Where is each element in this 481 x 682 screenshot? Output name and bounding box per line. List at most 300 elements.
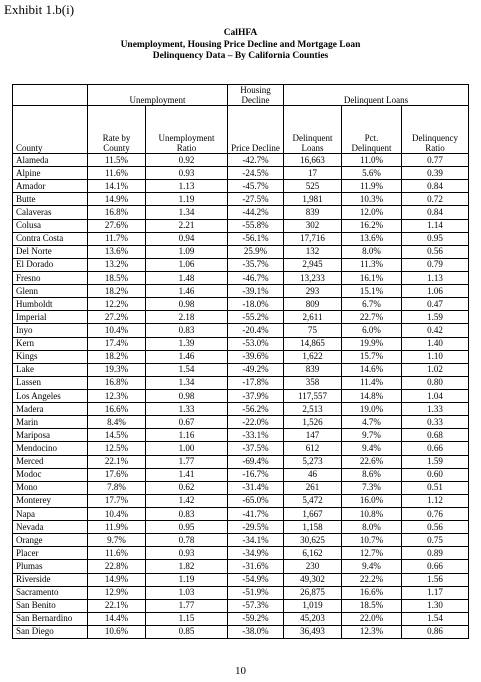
delinquency-ratio-cell: 0.75: [402, 534, 469, 547]
delinquency-ratio-cell: 1.06: [402, 285, 469, 298]
rate-by-county-cell: 12.9%: [88, 586, 146, 599]
rate-by-county-cell: 11.7%: [88, 232, 146, 245]
county-cell: Mendocino: [13, 442, 88, 455]
county-cell: Madera: [13, 403, 88, 416]
county-cell: Lassen: [13, 376, 88, 389]
unemployment-ratio-cell: 1.09: [146, 245, 228, 258]
unemployment-ratio-cell: 1.46: [146, 350, 228, 363]
unemployment-ratio-cell: 0.78: [146, 534, 228, 547]
county-cell: San Benito: [13, 599, 88, 612]
blank-header-cell: [13, 85, 88, 106]
county-cell: Sacramento: [13, 586, 88, 599]
county-cell: Imperial: [13, 311, 88, 324]
price-decline-cell: -56.2%: [228, 403, 284, 416]
price-decline-cell: -57.3%: [228, 599, 284, 612]
delinquent-loans-cell: 1,526: [284, 416, 342, 429]
unemployment-ratio-cell: 0.83: [146, 507, 228, 520]
rate-by-county-cell: 27.6%: [88, 219, 146, 232]
column-header-price-decline: Price Decline: [228, 106, 284, 154]
delinquency-ratio-cell: 0.39: [402, 167, 469, 180]
rate-by-county-cell: 16.8%: [88, 206, 146, 219]
county-cell: Placer: [13, 547, 88, 560]
table-row: [13, 350, 469, 363]
delinquent-loans-cell: 46: [284, 468, 342, 481]
delinquent-loans-cell: 293: [284, 285, 342, 298]
price-decline-cell: -39.1%: [228, 285, 284, 298]
unemployment-ratio-cell: 1.33: [146, 403, 228, 416]
unemployment-ratio-cell: 1.41: [146, 468, 228, 481]
price-decline-cell: -56.1%: [228, 232, 284, 245]
price-decline-cell: -29.5%: [228, 521, 284, 534]
price-decline-cell: -46.7%: [228, 271, 284, 284]
table-row: [13, 403, 469, 416]
table-row: [13, 625, 469, 638]
delinquency-ratio-cell: 1.04: [402, 389, 469, 402]
delinquency-ratio-cell: 0.89: [402, 547, 469, 560]
price-decline-cell: -20.4%: [228, 324, 284, 337]
pct-delinquent-cell: 16.1%: [342, 271, 402, 284]
delinquency-ratio-cell: 0.56: [402, 521, 469, 534]
table-row: [13, 612, 469, 625]
delinquent-loans-cell: 13,233: [284, 271, 342, 284]
table-row: [13, 416, 469, 429]
pct-delinquent-cell: 9.4%: [342, 442, 402, 455]
title-line-subject: Unemployment, Housing Price Decline and Mortgage Loan: [120, 39, 361, 50]
price-decline-cell: -17.8%: [228, 376, 284, 389]
unemployment-group-header: Unemployment: [88, 85, 228, 106]
column-header-rate-by-county: Rate by County: [88, 106, 146, 154]
county-cell: San Bernardino: [13, 612, 88, 625]
table-row: [13, 219, 469, 232]
delinquent-loans-cell: 1,622: [284, 350, 342, 363]
pct-delinquent-cell: 7.3%: [342, 481, 402, 494]
pct-delinquent-cell: 8.0%: [342, 245, 402, 258]
unemployment-ratio-cell: 1.54: [146, 363, 228, 376]
unemployment-ratio-cell: 0.85: [146, 625, 228, 638]
delinquent-loans-cell: 117,557: [284, 389, 342, 402]
price-decline-cell: -55.8%: [228, 219, 284, 232]
price-decline-cell: -16.7%: [228, 468, 284, 481]
price-decline-cell: -18.0%: [228, 298, 284, 311]
table-row: [13, 455, 469, 468]
pct-delinquent-cell: 11.4%: [342, 376, 402, 389]
title-line-organization: CalHFA: [223, 28, 258, 38]
rate-by-county-cell: 16.8%: [88, 376, 146, 389]
county-data-table: [12, 84, 469, 639]
price-decline-cell: -54.9%: [228, 573, 284, 586]
pct-delinquent-cell: 4.7%: [342, 416, 402, 429]
delinquent-loans-cell: 1,019: [284, 599, 342, 612]
delinquency-ratio-cell: 0.56: [402, 245, 469, 258]
exhibit-label: Exhibit 1.b(i): [4, 2, 75, 17]
rate-by-county-cell: 22.8%: [88, 560, 146, 573]
price-decline-cell: -22.0%: [228, 416, 284, 429]
price-decline-cell: -55.2%: [228, 311, 284, 324]
delinquency-ratio-cell: 0.33: [402, 416, 469, 429]
table-row: [13, 180, 469, 193]
county-cell: Lake: [13, 363, 88, 376]
unemployment-ratio-cell: 1.15: [146, 612, 228, 625]
rate-by-county-cell: 11.6%: [88, 167, 146, 180]
county-cell: Mariposa: [13, 429, 88, 442]
unemployment-ratio-cell: 1.42: [146, 494, 228, 507]
county-cell: Calaveras: [13, 206, 88, 219]
county-cell: San Diego: [13, 625, 88, 638]
unemployment-ratio-cell: 0.92: [146, 154, 228, 167]
delinquent-loans-cell: 1,981: [284, 193, 342, 206]
pct-delinquent-cell: 9.7%: [342, 429, 402, 442]
delinquency-ratio-cell: 0.84: [402, 180, 469, 193]
unemployment-ratio-cell: 0.94: [146, 232, 228, 245]
table-row: [13, 232, 469, 245]
county-cell: El Dorado: [13, 258, 88, 271]
county-cell: Colusa: [13, 219, 88, 232]
table-row: [13, 547, 469, 560]
price-decline-cell: -34.9%: [228, 547, 284, 560]
price-decline-cell: -38.0%: [228, 625, 284, 638]
pct-delinquent-cell: 14.8%: [342, 389, 402, 402]
table-row: [13, 206, 469, 219]
delinquency-ratio-cell: 1.14: [402, 219, 469, 232]
delinquency-ratio-cell: 1.10: [402, 350, 469, 363]
pct-delinquent-cell: 10.7%: [342, 534, 402, 547]
county-cell: Merced: [13, 455, 88, 468]
rate-by-county-cell: 7.8%: [88, 481, 146, 494]
county-cell: Plumas: [13, 560, 88, 573]
unemployment-ratio-cell: 0.62: [146, 481, 228, 494]
delinquency-ratio-cell: 1.59: [402, 455, 469, 468]
table-body: [13, 154, 469, 639]
county-cell: Napa: [13, 507, 88, 520]
pct-delinquent-cell: 6.7%: [342, 298, 402, 311]
delinquency-ratio-cell: 1.59: [402, 311, 469, 324]
delinquency-ratio-cell: 1.54: [402, 612, 469, 625]
delinquent-loans-cell: 2,945: [284, 258, 342, 271]
unemployment-ratio-cell: 0.98: [146, 389, 228, 402]
county-cell: Los Angeles: [13, 389, 88, 402]
title-line-scope: Delinquency Data – By California Counties: [152, 51, 329, 61]
unemployment-ratio-cell: 2.21: [146, 219, 228, 232]
table-row: [13, 324, 469, 337]
rate-by-county-cell: 17.4%: [88, 337, 146, 350]
delinquent-loans-cell: 2,611: [284, 311, 342, 324]
county-cell: Contra Costa: [13, 232, 88, 245]
delinquency-ratio-cell: 0.51: [402, 481, 469, 494]
pct-delinquent-cell: 10.8%: [342, 507, 402, 520]
county-cell: Amador: [13, 180, 88, 193]
rate-by-county-cell: 22.1%: [88, 599, 146, 612]
pct-delinquent-cell: 11.3%: [342, 258, 402, 271]
rate-by-county-cell: 11.6%: [88, 547, 146, 560]
rate-by-county-cell: 19.3%: [88, 363, 146, 376]
county-cell: Riverside: [13, 573, 88, 586]
table-row: [13, 507, 469, 520]
column-header-pct-delinquent: Pct. Delinquent: [342, 106, 402, 154]
delinquency-ratio-cell: 0.84: [402, 206, 469, 219]
delinquency-ratio-cell: 1.40: [402, 337, 469, 350]
county-cell: Kings: [13, 350, 88, 363]
price-decline-cell: -51.9%: [228, 586, 284, 599]
delinquency-ratio-cell: 0.68: [402, 429, 469, 442]
delinquency-ratio-cell: 0.66: [402, 560, 469, 573]
delinquent-loans-cell: 36,493: [284, 625, 342, 638]
county-cell: Mono: [13, 481, 88, 494]
rate-by-county-cell: 11.5%: [88, 154, 146, 167]
unemployment-ratio-cell: 0.83: [146, 324, 228, 337]
county-cell: Modoc: [13, 468, 88, 481]
county-cell: Orange: [13, 534, 88, 547]
price-decline-cell: -45.7%: [228, 180, 284, 193]
rate-by-county-cell: 10.4%: [88, 324, 146, 337]
pct-delinquent-cell: 15.7%: [342, 350, 402, 363]
column-header-delinquency-ratio: Delinquency Ratio: [402, 106, 469, 154]
table-row: [13, 363, 469, 376]
delinquency-ratio-cell: 1.17: [402, 586, 469, 599]
unemployment-ratio-cell: 1.19: [146, 193, 228, 206]
delinquent-loans-cell: 26,875: [284, 586, 342, 599]
delinquency-ratio-cell: 0.76: [402, 507, 469, 520]
unemployment-ratio-cell: 1.13: [146, 180, 228, 193]
county-cell: Kern: [13, 337, 88, 350]
delinquency-ratio-cell: 0.47: [402, 298, 469, 311]
table-row: [13, 193, 469, 206]
pct-delinquent-cell: 12.0%: [342, 206, 402, 219]
pct-delinquent-cell: 5.6%: [342, 167, 402, 180]
table-row: [13, 271, 469, 284]
delinquency-ratio-cell: 1.56: [402, 573, 469, 586]
delinquent-loans-cell: 30,625: [284, 534, 342, 547]
delinquent-loans-group-header: Delinquent Loans: [284, 85, 469, 106]
county-cell: Butte: [13, 193, 88, 206]
table-row: [13, 560, 469, 573]
table-row: [13, 494, 469, 507]
county-cell: Alameda: [13, 154, 88, 167]
pct-delinquent-cell: 11.0%: [342, 154, 402, 167]
price-decline-cell: -27.5%: [228, 193, 284, 206]
price-decline-cell: -31.4%: [228, 481, 284, 494]
rate-by-county-cell: 14.1%: [88, 180, 146, 193]
price-decline-cell: -49.2%: [228, 363, 284, 376]
price-decline-cell: -53.0%: [228, 337, 284, 350]
price-decline-cell: -35.7%: [228, 258, 284, 271]
delinquent-loans-cell: 261: [284, 481, 342, 494]
housing-decline-label: Housing Decline: [240, 85, 271, 105]
rate-by-county-cell: 16.6%: [88, 403, 146, 416]
unemployment-ratio-cell: 1.77: [146, 455, 228, 468]
rate-by-county-cell: 14.5%: [88, 429, 146, 442]
unemployment-ratio-cell: 0.93: [146, 547, 228, 560]
rate-by-county-cell: 11.9%: [88, 521, 146, 534]
delinquent-loans-cell: 132: [284, 245, 342, 258]
delinquency-ratio-cell: 1.12: [402, 494, 469, 507]
county-cell: Inyo: [13, 324, 88, 337]
pct-delinquent-cell: 14.6%: [342, 363, 402, 376]
rate-by-county-cell: 18.5%: [88, 271, 146, 284]
table-row: [13, 534, 469, 547]
rate-by-county-cell: 17.6%: [88, 468, 146, 481]
county-cell: Monterey: [13, 494, 88, 507]
price-decline-cell: -59.2%: [228, 612, 284, 625]
delinquent-loans-cell: 839: [284, 363, 342, 376]
unemployment-ratio-cell: 1.34: [146, 206, 228, 219]
rate-by-county-cell: 18.2%: [88, 285, 146, 298]
unemployment-ratio-cell: 1.46: [146, 285, 228, 298]
delinquent-loans-cell: 49,302: [284, 573, 342, 586]
county-cell: Glenn: [13, 285, 88, 298]
price-decline-cell: -34.1%: [228, 534, 284, 547]
price-decline-cell: -37.5%: [228, 442, 284, 455]
delinquent-loans-cell: 75: [284, 324, 342, 337]
price-decline-cell: -42.7%: [228, 154, 284, 167]
delinquent-loans-cell: 6,162: [284, 547, 342, 560]
pct-delinquent-cell: 19.0%: [342, 403, 402, 416]
table-row: [13, 154, 469, 167]
table-row: [13, 298, 469, 311]
rate-by-county-cell: 13.2%: [88, 258, 146, 271]
rate-by-county-cell: 10.6%: [88, 625, 146, 638]
rate-by-county-cell: 27.2%: [88, 311, 146, 324]
table-row: [13, 481, 469, 494]
delinquency-ratio-cell: 1.13: [402, 271, 469, 284]
rate-by-county-cell: 13.6%: [88, 245, 146, 258]
unemployment-ratio-cell: 0.95: [146, 521, 228, 534]
county-cell: Marin: [13, 416, 88, 429]
price-decline-cell: -31.6%: [228, 560, 284, 573]
unemployment-ratio-cell: 1.03: [146, 586, 228, 599]
table-row: [13, 258, 469, 271]
price-decline-cell: 25.9%: [228, 245, 284, 258]
page-number: 10: [235, 665, 246, 677]
delinquency-ratio-cell: 0.77: [402, 154, 469, 167]
delinquency-ratio-cell: 0.66: [402, 442, 469, 455]
unemployment-ratio-cell: 1.77: [146, 599, 228, 612]
table-row: [13, 521, 469, 534]
housing-decline-group-header: [228, 85, 284, 106]
table-row: [13, 311, 469, 324]
delinquent-loans-cell: 1,158: [284, 521, 342, 534]
pct-delinquent-cell: 10.3%: [342, 193, 402, 206]
price-decline-cell: -65.0%: [228, 494, 284, 507]
rate-by-county-cell: 14.9%: [88, 193, 146, 206]
unemployment-ratio-cell: 0.98: [146, 298, 228, 311]
price-decline-cell: -24.5%: [228, 167, 284, 180]
pct-delinquent-cell: 19.9%: [342, 337, 402, 350]
rate-by-county-cell: 22.1%: [88, 455, 146, 468]
column-header-row: [13, 106, 469, 154]
unemployment-ratio-cell: 0.93: [146, 167, 228, 180]
delinquent-loans-cell: 839: [284, 206, 342, 219]
delinquency-ratio-cell: 1.02: [402, 363, 469, 376]
delinquent-loans-cell: 45,203: [284, 612, 342, 625]
price-decline-cell: -41.7%: [228, 507, 284, 520]
pct-delinquent-cell: 11.9%: [342, 180, 402, 193]
unemployment-ratio-cell: 1.19: [146, 573, 228, 586]
delinquency-ratio-cell: 0.72: [402, 193, 469, 206]
county-cell: Alpine: [13, 167, 88, 180]
county-cell: Del Norte: [13, 245, 88, 258]
rate-by-county-cell: 12.3%: [88, 389, 146, 402]
delinquent-loans-cell: 2,513: [284, 403, 342, 416]
pct-delinquent-cell: 22.6%: [342, 455, 402, 468]
pct-delinquent-cell: 13.6%: [342, 232, 402, 245]
rate-by-county-cell: 12.2%: [88, 298, 146, 311]
rate-by-county-cell: 9.7%: [88, 534, 146, 547]
price-decline-cell: -69.4%: [228, 455, 284, 468]
delinquent-loans-cell: 809: [284, 298, 342, 311]
unemployment-ratio-cell: 1.06: [146, 258, 228, 271]
unemployment-ratio-cell: 1.16: [146, 429, 228, 442]
delinquent-loans-cell: 525: [284, 180, 342, 193]
rate-by-county-cell: 8.4%: [88, 416, 146, 429]
delinquency-ratio-cell: 0.80: [402, 376, 469, 389]
rate-by-county-cell: 10.4%: [88, 507, 146, 520]
pct-delinquent-cell: 16.0%: [342, 494, 402, 507]
pct-delinquent-cell: 12.7%: [342, 547, 402, 560]
delinquent-loans-cell: 17: [284, 167, 342, 180]
unemployment-ratio-cell: 1.34: [146, 376, 228, 389]
table-row: [13, 586, 469, 599]
rate-by-county-cell: 14.9%: [88, 573, 146, 586]
table-row: [13, 442, 469, 455]
pct-delinquent-cell: 16.6%: [342, 586, 402, 599]
delinquent-loans-cell: 16,663: [284, 154, 342, 167]
rate-by-county-cell: 17.7%: [88, 494, 146, 507]
price-decline-cell: -39.6%: [228, 350, 284, 363]
delinquent-loans-cell: 17,716: [284, 232, 342, 245]
delinquency-ratio-cell: 0.95: [402, 232, 469, 245]
delinquent-loans-cell: 612: [284, 442, 342, 455]
group-header-row: [13, 85, 469, 106]
pct-delinquent-cell: 15.1%: [342, 285, 402, 298]
delinquency-ratio-cell: 1.30: [402, 599, 469, 612]
table-row: [13, 337, 469, 350]
pct-delinquent-cell: 8.0%: [342, 521, 402, 534]
delinquent-loans-cell: 230: [284, 560, 342, 573]
pct-delinquent-cell: 22.7%: [342, 311, 402, 324]
table-row: [13, 285, 469, 298]
pct-delinquent-cell: 8.6%: [342, 468, 402, 481]
delinquent-loans-cell: 358: [284, 376, 342, 389]
county-cell: Humboldt: [13, 298, 88, 311]
delinquency-ratio-cell: 0.60: [402, 468, 469, 481]
delinquency-ratio-cell: 0.42: [402, 324, 469, 337]
rate-by-county-cell: 12.5%: [88, 442, 146, 455]
price-decline-cell: -44.2%: [228, 206, 284, 219]
delinquent-loans-cell: 147: [284, 429, 342, 442]
unemployment-ratio-cell: 1.48: [146, 271, 228, 284]
table-row: [13, 167, 469, 180]
delinquent-loans-cell: 302: [284, 219, 342, 232]
delinquency-ratio-cell: 0.79: [402, 258, 469, 271]
column-header-unemployment-ratio: Unemployment Ratio: [146, 106, 228, 154]
pct-delinquent-cell: 6.0%: [342, 324, 402, 337]
county-cell: Nevada: [13, 521, 88, 534]
table-row: [13, 573, 469, 586]
table-row: [13, 389, 469, 402]
delinquent-loans-cell: 14,865: [284, 337, 342, 350]
table-row: [13, 429, 469, 442]
delinquent-loans-cell: 5,273: [284, 455, 342, 468]
rate-by-county-cell: 14.4%: [88, 612, 146, 625]
document-title: [0, 28, 481, 63]
pct-delinquent-cell: 12.3%: [342, 625, 402, 638]
pct-delinquent-cell: 22.0%: [342, 612, 402, 625]
price-decline-cell: -37.9%: [228, 389, 284, 402]
unemployment-ratio-cell: 2.18: [146, 311, 228, 324]
column-header-county: County: [13, 106, 88, 154]
delinquent-loans-cell: 1,667: [284, 507, 342, 520]
table-row: [13, 376, 469, 389]
